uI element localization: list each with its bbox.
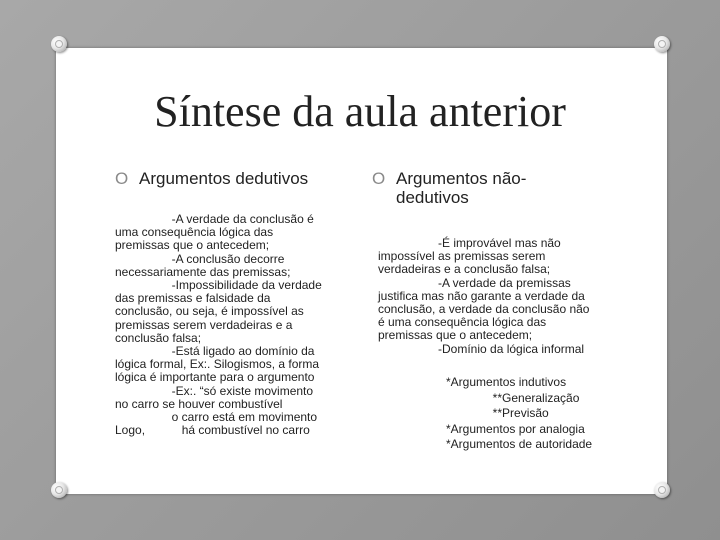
left-line: -A conclusão decorre xyxy=(115,251,285,266)
left-line: das premissas e falsidade da xyxy=(115,291,271,306)
right-line: impossível as premissas serem xyxy=(378,249,546,264)
left-heading xyxy=(115,169,308,188)
right-heading-label-line2: dedutivos xyxy=(396,188,469,207)
bullet-icon: O xyxy=(115,169,129,188)
left-line: -A verdade da conclusão é xyxy=(115,212,314,226)
left-line: conclusão falsa; xyxy=(115,330,202,345)
right-heading xyxy=(372,169,526,207)
left-line: lógica formal, Ex:. Silogismos, a forma xyxy=(115,357,320,372)
left-line: premissas serem verdadeiras e a xyxy=(115,317,293,332)
pushpin-icon xyxy=(51,36,67,52)
left-line: -Está ligado ao domínio da xyxy=(115,344,315,359)
left-line: -Impossibilidade da verdade xyxy=(115,278,322,293)
left-line: necessariamente das premissas; xyxy=(115,264,291,279)
left-line: no carro se houver combustível xyxy=(115,396,283,411)
argument-types-list xyxy=(446,375,592,453)
pushpin-icon xyxy=(51,482,67,498)
slide-title: Síntese da aula anterior xyxy=(154,87,566,136)
left-line: o carro está em movimento xyxy=(115,410,318,425)
pushpin-icon xyxy=(654,482,670,498)
right-line: premissas que o antecedem; xyxy=(378,328,533,343)
right-body-text xyxy=(378,237,589,356)
left-line: Logo, há combustível no carro xyxy=(115,423,310,438)
right-line: é uma consequência lógica das xyxy=(378,315,547,330)
right-line: -A verdade da premissas xyxy=(378,275,571,290)
left-line: uma consequência lógica das xyxy=(115,225,274,240)
right-heading-label-line1: Argumentos não- xyxy=(396,169,527,188)
right-line: verdadeiras e a conclusão falsa; xyxy=(378,262,551,277)
argument-type-item: *Argumentos indutivos xyxy=(446,375,567,389)
right-line: conclusão, a verdade da conclusão não xyxy=(378,302,590,317)
left-body-text xyxy=(115,213,322,437)
left-line: lógica é importante para o argumento xyxy=(115,370,315,385)
bullet-icon: O xyxy=(372,169,386,188)
left-line: premissas que o antecedem; xyxy=(115,238,270,253)
right-line: -É improvável mas não xyxy=(378,236,561,250)
right-line: justifica mas não garante a verdade da xyxy=(378,288,585,303)
left-heading-label: Argumentos dedutivos xyxy=(139,169,309,188)
argument-type-item: *Argumentos de autoridade xyxy=(446,437,593,451)
left-line: -Ex:. “só existe movimento xyxy=(115,383,314,398)
argument-type-item: **Generalização xyxy=(446,390,580,405)
pushpin-icon xyxy=(654,36,670,52)
left-line: conclusão, ou seja, é impossível as xyxy=(115,304,304,319)
right-line: -Domínio da lógica informal xyxy=(378,341,585,356)
argument-type-item: *Argumentos por analogia xyxy=(446,421,585,436)
argument-type-item: **Previsão xyxy=(446,406,549,420)
